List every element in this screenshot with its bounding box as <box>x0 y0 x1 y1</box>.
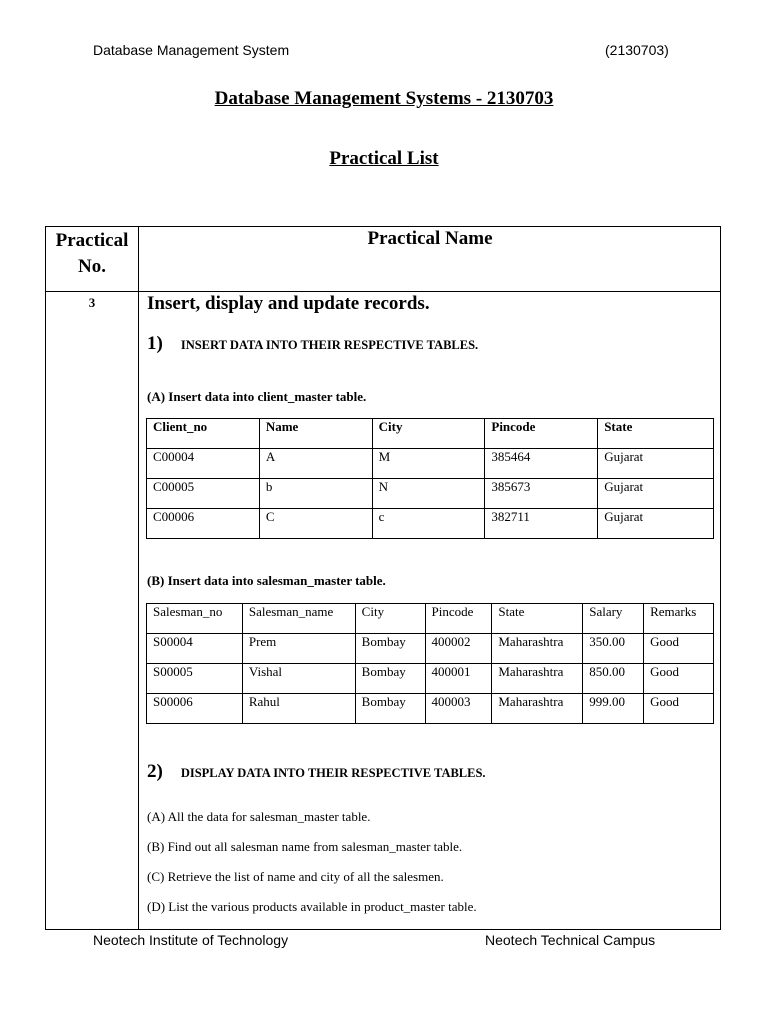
page-header-left: Database Management System <box>93 42 290 58</box>
table-cell: S00004 <box>147 634 243 664</box>
table-row <box>147 694 714 724</box>
client-master-caption: (A) Insert data into client_master table. <box>147 389 367 404</box>
table-cell: A <box>259 449 372 479</box>
page-footer-right: Neotech Technical Campus <box>485 932 656 948</box>
table-cell: Gujarat <box>598 479 714 509</box>
table-cell: Bombay <box>355 664 425 694</box>
header-divider <box>45 291 721 292</box>
table-cell: 385464 <box>485 449 598 479</box>
table-cell: 999.00 <box>583 694 644 724</box>
table-row <box>147 634 714 664</box>
table-cell: 350.00 <box>583 634 644 664</box>
section-2-heading: 2) DISPLAY DATA INTO THEIR RESPECTIVE TABLES. <box>147 761 486 782</box>
page-footer-left: Neotech Institute of Technology <box>93 932 289 948</box>
column-divider <box>138 226 139 930</box>
table-row <box>147 479 714 509</box>
table-header-cell: Client_no <box>147 419 260 449</box>
display-item-a: (A) All the data for salesman_master table. <box>147 809 371 824</box>
table-cell: Maharashtra <box>492 694 583 724</box>
table-header-cell: City <box>355 604 425 634</box>
table-cell: Maharashtra <box>492 664 583 694</box>
section-1-heading: 1) INSERT DATA INTO THEIR RESPECTIVE TABLES. <box>147 333 479 354</box>
display-item-b: (B) Find out all salesman name from salesman_master table. <box>147 839 463 854</box>
table-header-row <box>147 604 714 634</box>
table-cell: 400002 <box>425 634 492 664</box>
table-row <box>147 449 714 479</box>
table-cell: Vishal <box>242 664 355 694</box>
table-header-cell: Salesman_no <box>147 604 243 634</box>
table-header-cell: City <box>372 419 485 449</box>
display-item-c: (C) Retrieve the list of name and city of all the salesmen. <box>147 869 444 884</box>
salesman-master-table <box>146 603 714 724</box>
table-cell: 400001 <box>425 664 492 694</box>
table-header-cell: State <box>598 419 714 449</box>
table-cell: 382711 <box>485 509 598 539</box>
table-cell: S00006 <box>147 694 243 724</box>
table-cell: Maharashtra <box>492 634 583 664</box>
table-cell: Good <box>644 664 714 694</box>
page-header-right: (2130703) <box>605 42 669 58</box>
table-cell: c <box>372 509 485 539</box>
table-cell: Gujarat <box>598 449 714 479</box>
table-header-cell: Salesman_name <box>242 604 355 634</box>
table-cell: S00005 <box>147 664 243 694</box>
table-cell: 850.00 <box>583 664 644 694</box>
table-row <box>147 664 714 694</box>
table-cell: C <box>259 509 372 539</box>
practical-heading: Insert, display and update records. <box>147 293 430 314</box>
table-cell: Good <box>644 694 714 724</box>
table-cell: Prem <box>242 634 355 664</box>
table-header-row <box>147 419 714 449</box>
table-cell: Gujarat <box>598 509 714 539</box>
table-header-cell: Salary <box>583 604 644 634</box>
salesman-master-caption: (B) Insert data into salesman_master table. <box>147 573 386 588</box>
table-cell: Bombay <box>355 634 425 664</box>
table-cell: Bombay <box>355 694 425 724</box>
table-cell: C00006 <box>147 509 260 539</box>
table-header-cell: State <box>492 604 583 634</box>
table-cell: b <box>259 479 372 509</box>
practical-list-title: Practical List <box>329 148 439 169</box>
practical-number: 3 <box>88 295 96 310</box>
display-item-d: (D) List the various products available in product_master table. <box>147 899 477 914</box>
table-cell: M <box>372 449 485 479</box>
table-header-cell: Pincode <box>485 419 598 449</box>
table-header-cell: Pincode <box>425 604 492 634</box>
table-cell: Good <box>644 634 714 664</box>
table-header-cell: Remarks <box>644 604 714 634</box>
client-master-table <box>146 418 714 539</box>
column-header-practical-no: Practical No. <box>55 230 129 277</box>
document-title: Database Management Systems - 2130703 <box>214 88 554 109</box>
table-row <box>147 509 714 539</box>
table-cell: N <box>372 479 485 509</box>
column-header-practical-name: Practical Name <box>367 228 493 249</box>
table-cell: Rahul <box>242 694 355 724</box>
table-cell: C00005 <box>147 479 260 509</box>
table-header-cell: Name <box>259 419 372 449</box>
table-cell: 400003 <box>425 694 492 724</box>
table-cell: 385673 <box>485 479 598 509</box>
table-cell: C00004 <box>147 449 260 479</box>
